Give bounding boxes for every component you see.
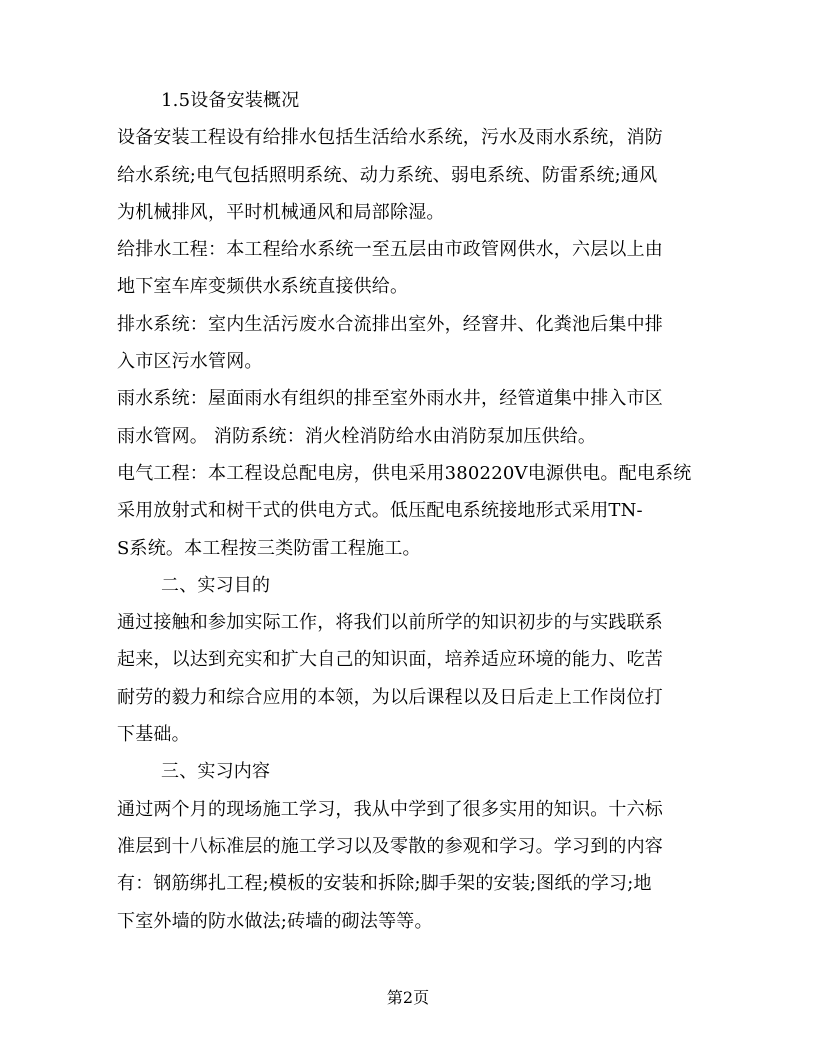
paragraph-line: 设备安装工程设有给排水包括生活给水系统，污水及雨水系统，消防 <box>117 127 663 149</box>
paragraph-line: 准层到十八标准层的施工学习以及零散的参观和学习。学习到的内容 <box>117 835 663 857</box>
paragraph-line: 采用放射式和树干式的供电方式。低压配电系统接地形式采用TN- <box>117 500 643 522</box>
document-body <box>117 90 697 948</box>
paragraph-line: 通过接触和参加实际工作，将我们以前所学的知识初步的与实践联系 <box>117 612 663 634</box>
paragraph-line: 排水系统：室内生活污废水合流排出室外，经窨井、化粪池后集中排 <box>117 313 663 335</box>
paragraph-line: 下室外墙的防水做法;砖墙的砌法等等。 <box>117 910 433 932</box>
paragraph-line: 有：钢筋绑扎工程;模板的安装和拆除;脚手架的安装;图纸的学习;地 <box>117 873 652 895</box>
paragraph-line: 耐劳的毅力和综合应用的本领，为以后课程以及日后走上工作岗位打 <box>117 686 663 708</box>
paragraph-line: 雨水管网。 消防系统：消火栓消防给水由消防泵加压供给。 <box>117 425 597 447</box>
paragraph-line: 下基础。 <box>117 724 190 746</box>
paragraph-line: 给排水工程：本工程给水系统一至五层由市政管网供水，六层以上由 <box>117 239 663 261</box>
paragraph-line: 通过两个月的现场施工学习，我从中学到了很多实用的知识。十六标 <box>117 798 663 820</box>
page-number: 第2页 <box>386 988 430 1007</box>
section-heading-content: 三、实习内容 <box>161 761 271 783</box>
paragraph-line: 地下室车库变频供水系统直接供给。 <box>117 276 409 298</box>
paragraph-line: 给水系统;电气包括照明系统、动力系统、弱电系统、防雷系统;通风 <box>117 164 658 186</box>
paragraph-line: 为机械排风，平时机械通风和局部除湿。 <box>117 201 445 223</box>
paragraph-line: 雨水系统：屋面雨水有组织的排至室外雨水井，经管道集中排入市区 <box>117 388 663 410</box>
section-heading-purpose: 二、实习目的 <box>161 574 271 596</box>
section-heading-equipment: 1.5设备安装概况 <box>161 90 300 111</box>
paragraph-line: 起来，以达到充实和扩大自己的知识面，培养适应环境的能力、吃苦 <box>117 649 663 671</box>
paragraph-line: 电气工程：本工程设总配电房，供电采用380220V电源供电。配电系统 <box>117 462 692 484</box>
paragraph-line: S系统。本工程按三类防雷工程施工。 <box>117 537 421 559</box>
paragraph-line: 入市区污水管网。 <box>117 351 263 373</box>
